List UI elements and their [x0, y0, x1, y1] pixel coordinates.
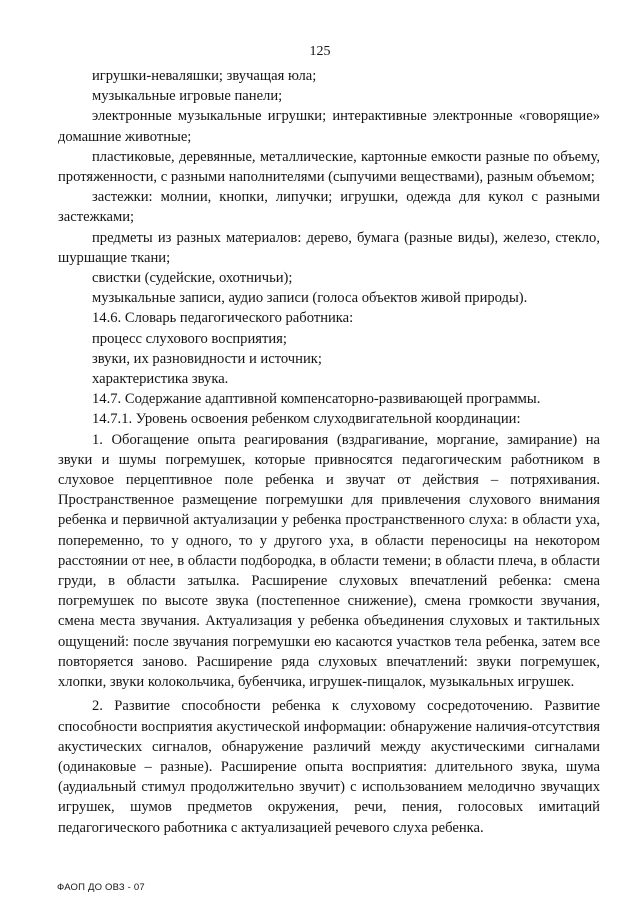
paragraph-list-item: игрушки-неваляшки; звучащая юла;	[92, 68, 317, 84]
paragraph-body: 1. Обогащение опыта реагирования (вздрагивание, моргание, замирание) на звуки и шумы погремушек, которые привносятся педагогическим работником в слуховое перцептивное поле ребенка и звучат от действия – потряхивания. Пространственное размещение погремушки для привлечения слухового внимания ребенка и первичной актуализации у ребенка пространственного слуха: в области уха, попеременно, то у одного, то у другого уха, в области переносицы на некотором расстоянии от нее, в области подбородка, в области темени; в области плеча, в области груди, в области затылка. Расширение слуховых впечатлений ребенка: смена погремушек по высоте звука (постепенное снижение), смена громкости звучания, смена места звучания. Актуализация у ребенка объединения слуховых и тактильных ощущений: после звучания погремушки ею касаются участков тела ребенка, затем все повторяется заново. Расширение ряда слуховых впечатлений: звуки погремушек, хлопки, звуки колокольчика, бубенчика, игрушек-пищалок, музыкальных игрушек.	[58, 431, 600, 691]
paragraph-list-item: характеристика звука.	[92, 371, 229, 388]
paragraph-body: 2. Развитие способности ребенка к слуховому сосредоточению. Развитие способности восприятия акустической информации: обнаружение наличия-отсутствия акустических сигналов, обнаружение различий между акустическими сигналами (одинаковые – разные). Расширение опыта восприятия: длительного звука, шума (аудиальный стимул продолжительно звучит) с использованием мелодично звучащих игрушек, шумов предметов окружения, речи, пения, голосовых имитаций педагогического работника с актуализацией речевого слуха ребенка.	[58, 698, 600, 836]
section-heading-program: 14.7. Содержание адаптивной компенсаторно-развивающей программы.	[92, 391, 541, 408]
paragraph-list-item: музыкальные игровые панели;	[92, 88, 283, 105]
section-heading-level: 14.7.1. Уровень освоения ребенком слуходвигательной координации:	[92, 411, 521, 428]
section-heading-vocabulary: 14.6. Словарь педагогического работника:	[92, 310, 354, 327]
document-footer: ФАОП ДО ОВЗ - 07	[57, 882, 145, 893]
paragraph-list-item: застежки: молнии, кнопки, липучки; игрушки, одежда для кукол с разными застежками;	[58, 189, 600, 226]
paragraph-list-item: предметы из разных материалов: дерево, бумага (разные виды), железо, стекло, шуршащие ткани;	[58, 229, 600, 266]
paragraph-list-item: свистки (судейские, охотничьи);	[92, 270, 293, 287]
paragraph-list-item: процесс слухового восприятия;	[92, 330, 287, 347]
paragraph-list-item: пластиковые, деревянные, металлические, картонные емкости разные по объему, протяженности, с разными наполнителями (сыпучими веществами), разным объемом;	[58, 148, 600, 186]
paragraph-list-item: музыкальные записи, аудио записи (голоса объектов живой природы).	[92, 290, 528, 307]
paragraph-list-item: электронные музыкальные игрушки; интерактивные электронные «говорящие» домашние животные;	[58, 108, 600, 145]
page-number: 125	[309, 44, 331, 59]
paragraph-list-item: звуки, их разновидности и источник;	[92, 350, 322, 367]
page-body	[58, 66, 600, 838]
